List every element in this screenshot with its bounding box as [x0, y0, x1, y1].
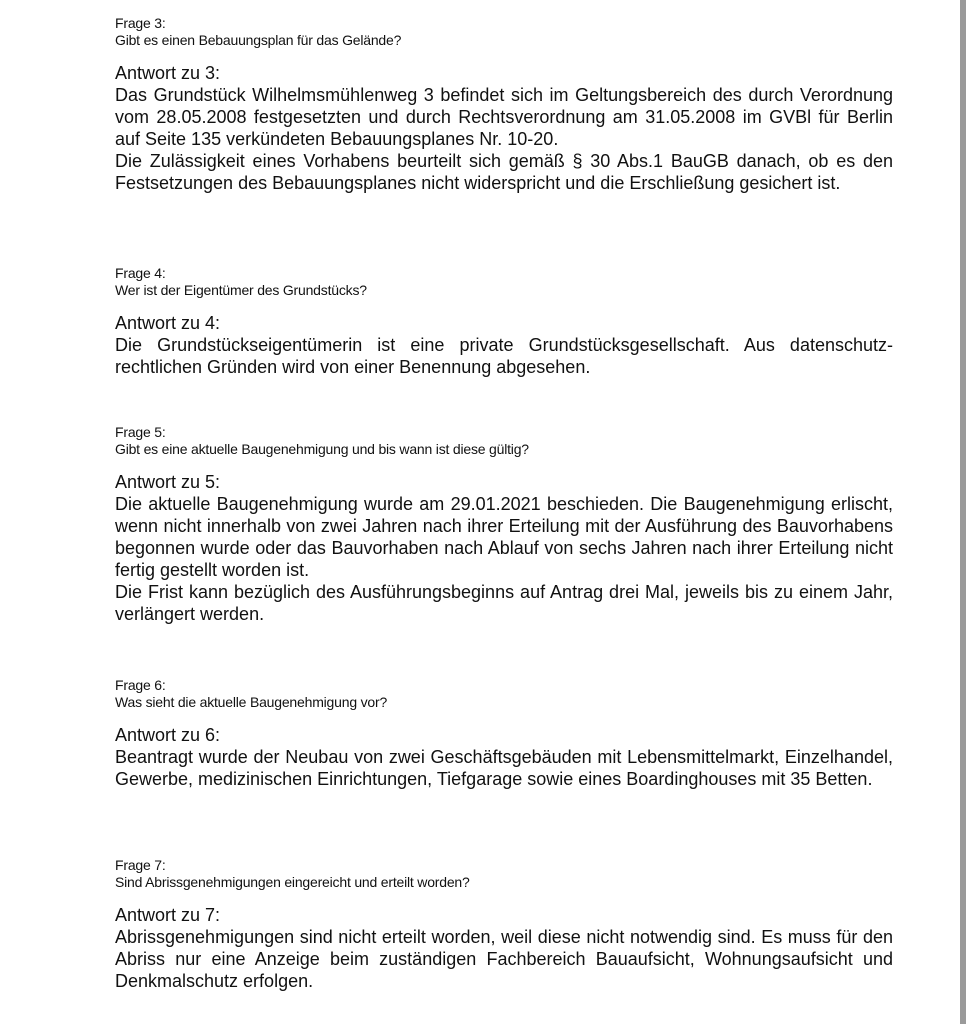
question-label: Frage 6:: [115, 677, 166, 693]
section-frage-6: [115, 677, 893, 790]
answer-text: [115, 334, 893, 378]
answer-text: [115, 84, 893, 194]
answer-label: Antwort zu 5:: [115, 472, 221, 492]
question-label: Frage 5:: [115, 424, 166, 440]
section-frage-7: [115, 857, 893, 992]
question-label: Frage 4:: [115, 265, 166, 281]
answer-label: Antwort zu 3:: [115, 63, 221, 83]
answer-text: [115, 746, 893, 790]
question-label: Frage 7:: [115, 857, 166, 873]
answer-paragraph: Abrissgenehmigungen sind nicht erteilt worden, weil diese nicht notwendig sind. Es muss für den Abriss nur eine Anzeige beim zuständigen Fachbereich Bauaufsicht, Wohnungsaufsicht und Denkmalschutz erfolgen.: [115, 927, 893, 991]
answer-paragraph: Die aktuelle Baugenehmigung wurde am 29.01.2021 beschieden. Die Baugenehmigung erlischt, wenn nicht innerhalb von zwei Jahren nach ihrer Erteilung mit der Ausführung des Bauvorhabens begonnen wurde oder das Bauvorhaben nach Ablauf von sechs Jahren nach ihrer Erteilung nicht fertig gestellt worden ist.: [115, 494, 893, 580]
section-frage-3: [115, 15, 893, 194]
answer-label: Antwort zu 7:: [115, 905, 221, 925]
answer-paragraph: Die Grundstückseigentümerin ist eine private Grundstücksgesellschaft. Aus datenschutz-rechtlichen Gründen wird von einer Benennung abgesehen.: [115, 335, 893, 377]
question-text: Gibt es einen Bebauungsplan für das Gelände?: [115, 32, 402, 48]
answer-text: [115, 493, 893, 625]
answer-paragraph: Das Grundstück Wilhelmsmühlenweg 3 befindet sich im Geltungsbereich des durch Verordnung vom 28.05.2008 festgesetzten und durch Rechtsverordnung am 31.05.2008 im GVBl für Berlin auf Seite 135 verkündeten Bebauungsplanes Nr. 10-20.: [115, 85, 893, 149]
answer-paragraph: Die Frist kann bezüglich des Ausführungsbeginns auf Antrag drei Mal, jeweils bis zu einem Jahr, verlängert werden.: [115, 582, 893, 624]
answer-text: [115, 926, 893, 992]
section-frage-5: [115, 424, 893, 625]
answer-label: Antwort zu 6:: [115, 725, 221, 745]
question-text: Wer ist der Eigentümer des Grundstücks?: [115, 282, 367, 298]
answer-paragraph: Beantragt wurde der Neubau von zwei Geschäftsgebäuden mit Lebensmittelmarkt, Einzelhandel, Gewerbe, medizinischen Einrichtungen, Tiefgarage sowie eines Boardinghouses mit 35 Betten.: [115, 747, 893, 789]
answer-paragraph: Die Zulässigkeit eines Vorhabens beurteilt sich gemäß § 30 Abs.1 BauGB danach, ob es den Festsetzungen des Bebauungsplanes nicht widerspricht und die Erschließung gesichert ist.: [115, 151, 893, 193]
question-text: Gibt es eine aktuelle Baugenehmigung und bis wann ist diese gültig?: [115, 441, 529, 457]
question-text: Sind Abrissgenehmigungen eingereicht und erteilt worden?: [115, 874, 470, 890]
section-frage-4: [115, 265, 893, 378]
question-label: Frage 3:: [115, 15, 166, 31]
page-edge-shadow: [960, 0, 966, 1024]
answer-label: Antwort zu 4:: [115, 313, 221, 333]
question-text: Was sieht die aktuelle Baugenehmigung vor?: [115, 694, 388, 710]
